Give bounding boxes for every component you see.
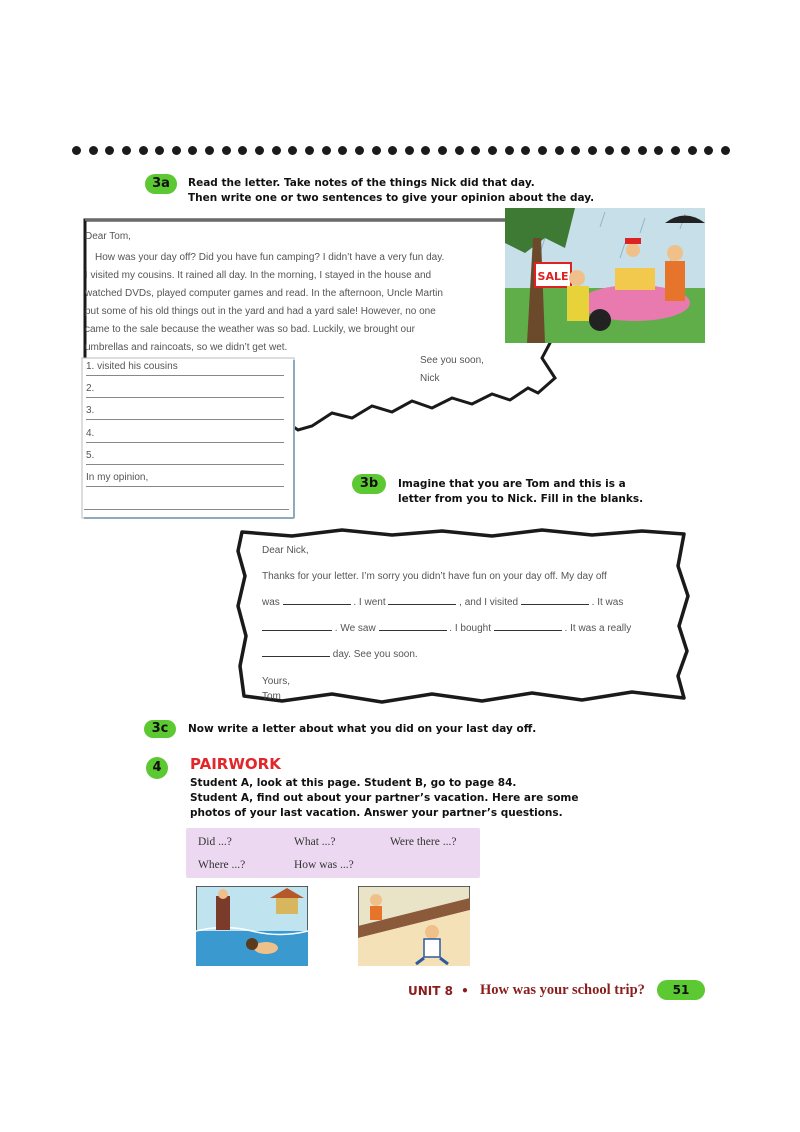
section-3a-instruction [188,176,688,206]
note-line-4[interactable]: 4. [86,427,284,443]
letter-greeting: Dear Tom, [85,231,131,242]
nick-letter-closing [420,352,484,388]
letter-word: . It was [591,597,624,608]
section-3b-badge: 3b [352,474,386,494]
instruction-line: Imagine that you are Tom and this is a [398,478,626,490]
letter-word: . We saw [334,623,376,634]
letter-body-line: put some of his old things out in the yard and had a yard sale! However, no one [85,306,436,317]
letter-word: , and I visited [459,597,519,608]
section-3b-instruction [398,477,688,507]
note-line-3[interactable]: 3. [86,404,284,420]
yard-sale-rain-illustration [505,208,705,343]
vacation-photo-skating [358,886,470,966]
section-3c-instruction: Now write a letter about what you did on your last day off. [188,723,537,735]
blank-7[interactable] [262,656,330,657]
note-line-5[interactable]: 5. [86,449,284,465]
note-line-1[interactable]: 1. visited his cousins [86,360,284,376]
letter-fill-line [262,642,682,668]
letter-greeting: Dear Nick, [262,545,309,556]
blank-4[interactable] [262,630,332,631]
letter-word: day. See you soon. [332,649,418,660]
letter-word: . I went [353,597,386,608]
page-number: 51 [657,980,705,1000]
footer-unit-label [408,984,473,998]
instruction-line: letter from you to Nick. Fill in the blanks. [398,493,644,505]
pairwork-heading: PAIRWORK [190,755,281,773]
unit-number: UNIT 8 [408,984,453,998]
question-prompt: Did ...? [198,836,232,848]
nick-letter [85,228,505,357]
pairwork-instruction [190,776,670,821]
note-line-2[interactable]: 2. [86,382,284,398]
letter-word: was [262,597,280,608]
vacation-photo-beach [196,886,308,966]
instruction-line: photos of your last vacation. Answer your partner’s questions. [190,807,563,819]
letter-fill-line [262,616,682,642]
letter-body-line: I visited my cousins. It rained all day. In the morning, I stayed in the house and [85,270,432,281]
letter-body-line: watched DVDs, played computer games and read. In the afternoon, Uncle Martin [85,288,443,299]
question-prompt: Were there ...? [390,836,457,848]
blank-6[interactable] [494,630,562,631]
instruction-line: Then write one or two sentences to give your opinion about the day. [188,192,595,204]
letter-body-line: came to the sale because the weather was so bad. Luckily, we brought our [85,324,416,335]
letter-body-line: How was your day off? Did you have fun camping? I didn’t have a very fun day. [95,252,445,263]
question-prompt: Where ...? [198,859,246,871]
opinion-line[interactable]: In my opinion, [86,471,284,487]
section-4-badge: 4 [146,757,168,779]
opinion-line-2[interactable] [84,494,289,510]
blank-5[interactable] [379,630,447,631]
letter-word: . I bought [449,623,491,634]
blank-1[interactable] [283,604,351,605]
question-prompt: How was ...? [294,859,354,871]
tom-letter [262,538,682,704]
blank-3[interactable] [521,604,589,605]
instruction-line: Student A, look at this page. Student B, go to page 84. [190,777,517,789]
letter-closing: Yours, [262,676,290,687]
section-3a-badge: 3a [145,174,177,194]
letter-closing: See you soon, [420,355,484,366]
dotted-divider [72,144,730,156]
letter-body-line: umbrellas and raincoats, so we didn’t get wet. [85,342,288,353]
sale-sign: SALE [537,270,569,283]
letter-word: . It was a really [564,623,632,634]
letter-fill-line [262,590,682,616]
blank-2[interactable] [388,604,456,605]
unit-title: How was your school trip? [480,982,645,998]
letter-line: Thanks for your letter. I’m sorry you didn’t have fun on your day off. My day off [262,571,607,582]
letter-closing-block [262,674,682,704]
instruction-line: Student A, find out about your partner’s vacation. Here are some [190,792,579,804]
instruction-line: Read the letter. Take notes of the things Nick did that day. [188,177,535,189]
letter-signature: Tom [262,691,281,702]
footer-bullet: • [461,984,469,998]
section-3c-badge: 3c [144,720,176,738]
letter-signature: Nick [420,373,440,384]
question-prompt: What ...? [294,836,336,848]
